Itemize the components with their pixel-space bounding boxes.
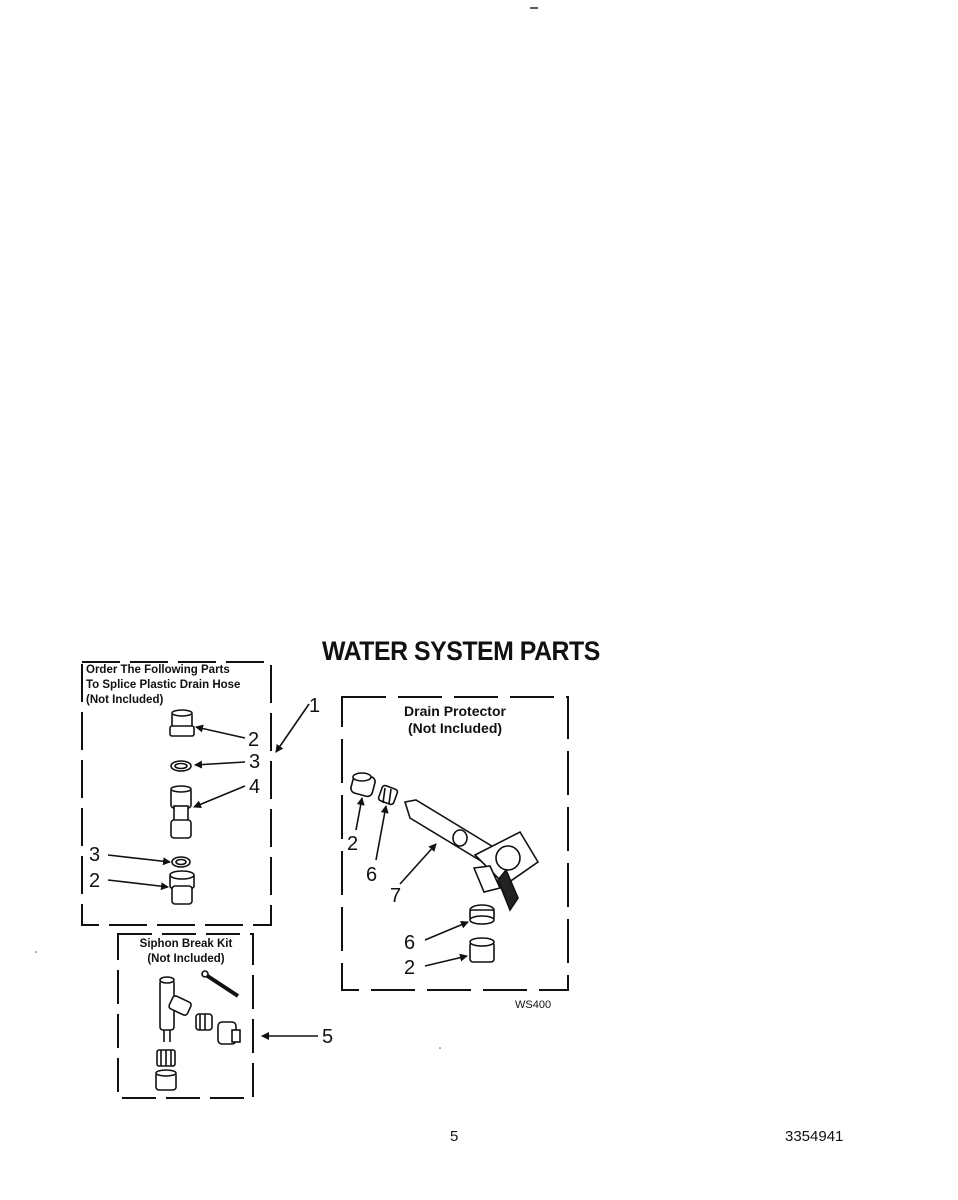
page-number: 5 [450, 1128, 459, 1145]
callout-6-drain-lower: 6 [404, 932, 416, 954]
splice-parts [170, 710, 194, 904]
siphon-box-line2: (Not Included) [147, 953, 225, 965]
callout-2-lower: 2 [89, 870, 101, 892]
callout-5: 5 [322, 1026, 334, 1048]
splice-box-line3: (Not Included) [86, 694, 164, 706]
siphon-parts [156, 971, 240, 1090]
callout-3-lower: 3 [89, 844, 101, 866]
siphon-connector [218, 1022, 240, 1044]
connector-part-2-upper [170, 710, 194, 736]
callout-6-drain-upper: 6 [366, 864, 378, 886]
drain-nut-6 [378, 785, 399, 806]
callout-4: 4 [249, 776, 261, 798]
drain-box-line2: (Not Included) [407, 720, 503, 736]
siphon-clip [202, 971, 238, 996]
siphon-nut [196, 1014, 212, 1030]
callout-2-drain-lower: 2 [404, 957, 416, 979]
splice-box-line2: To Splice Plastic Drain Hose [86, 679, 241, 691]
splice-tube-part-4 [171, 786, 191, 838]
drain-connector-2 [350, 772, 376, 797]
drain-ring-6-lower [470, 905, 494, 924]
drain-protector-parts [350, 772, 538, 962]
document-number: 3354941 [785, 1128, 844, 1145]
connector-part-2-lower [170, 871, 194, 904]
siphon-ring [157, 1050, 175, 1066]
figure-code: WS400 [515, 999, 552, 1011]
callout-3-upper: 3 [249, 751, 261, 773]
splice-leader-lines [108, 704, 318, 1036]
siphon-cap [156, 1070, 176, 1090]
siphon-tee-pipe [160, 977, 192, 1042]
callout-2-drain: 2 [347, 833, 359, 855]
drain-protector-body-7 [405, 800, 538, 910]
drain-cap-2-lower [470, 938, 494, 962]
callout-7: 7 [390, 885, 402, 907]
callout-1: 1 [309, 695, 321, 717]
splice-box-line1: Order The Following Parts [86, 664, 230, 676]
drain-box-line1: Drain Protector [404, 703, 506, 719]
siphon-box-line1: Siphon Break Kit [139, 938, 233, 950]
callout-2-upper: 2 [248, 729, 260, 751]
page-title: WATER SYSTEM PARTS [322, 636, 600, 666]
